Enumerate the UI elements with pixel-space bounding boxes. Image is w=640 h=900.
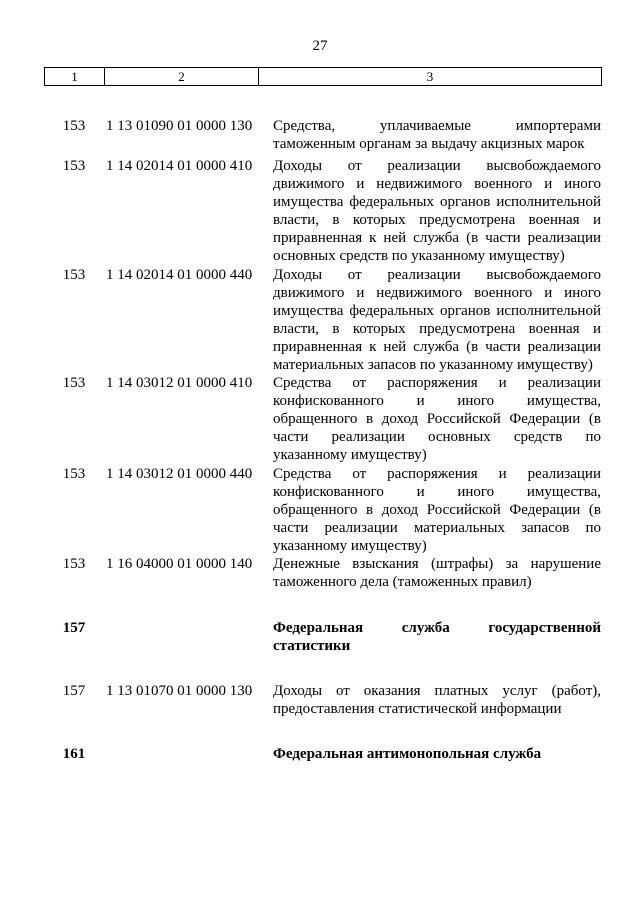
revenue-description xyxy=(273,555,601,591)
description-line: статистики xyxy=(273,638,351,654)
admin-code: 153 xyxy=(62,158,86,174)
admin-code: 153 xyxy=(62,466,86,482)
description-line: Доходы от оказания платных услуг (работ), xyxy=(273,683,601,699)
revenue-description xyxy=(273,619,601,655)
description-line: приравненная к ней служба (в части реализации xyxy=(273,339,601,355)
budget-classification-code: 1 14 02014 01 0000 440 xyxy=(106,267,253,283)
description-line: движимого и недвижимого военного и иного xyxy=(273,176,601,192)
description-line: предоставления статистической информации xyxy=(273,701,562,717)
revenue-description xyxy=(273,157,601,265)
revenue-description xyxy=(273,745,601,763)
admin-code: 153 xyxy=(62,118,86,134)
header-col-3: 3 xyxy=(426,68,434,84)
description-line: Доходы от реализации высвобождаемого xyxy=(273,158,601,174)
description-line: Средства от распоряжения и реализации xyxy=(273,466,601,482)
description-line: указанному имуществу) xyxy=(273,447,427,463)
admin-code: 153 xyxy=(62,375,86,391)
description-line: Средства, уплачиваемые импортерами xyxy=(273,118,601,134)
admin-code: 157 xyxy=(62,683,86,699)
revenue-description xyxy=(273,117,601,153)
description-line: конфискованного и иного имущества, xyxy=(273,484,601,500)
description-line: конфискованного и иного имущества, xyxy=(273,393,601,409)
budget-classification-code: 1 13 01070 01 0000 130 xyxy=(106,683,253,699)
admin-code: 153 xyxy=(62,556,86,572)
admin-code: 153 xyxy=(62,267,86,283)
description-line: основных средств по указанному имуществу) xyxy=(273,248,565,264)
description-line: имущества федеральных органов исполнительной xyxy=(273,303,601,319)
admin-code: 161 xyxy=(62,746,86,762)
budget-classification-code: 1 14 03012 01 0000 410 xyxy=(106,375,253,391)
budget-classification-code: 1 14 03012 01 0000 440 xyxy=(106,466,253,482)
admin-code: 157 xyxy=(62,620,86,636)
description-line: части реализации основных средств по xyxy=(273,429,601,445)
description-line: указанному имуществу) xyxy=(273,538,427,554)
description-line: материальных запасов по указанному имуществу) xyxy=(273,357,593,373)
budget-classification-code: 1 14 02014 01 0000 410 xyxy=(106,158,253,174)
page-number: 27 xyxy=(312,38,328,54)
description-line: приравненная к ней служба (в части реализации xyxy=(273,230,601,246)
revenue-description xyxy=(273,374,601,464)
description-line: Доходы от реализации высвобождаемого xyxy=(273,267,601,283)
description-line: обращенного в доход Российской Федерации (в xyxy=(273,502,601,518)
header-col-2: 2 xyxy=(105,68,259,85)
description-line: таможенного дела (таможенных правил) xyxy=(273,574,532,590)
revenue-description xyxy=(273,266,601,374)
description-line: части реализации материальных запасов по xyxy=(273,520,601,536)
revenue-description xyxy=(273,465,601,555)
description-line: Федеральная служба государственной xyxy=(273,620,601,636)
budget-classification-code: 1 13 01090 01 0000 130 xyxy=(106,118,253,134)
header-col-1: 1 xyxy=(45,68,105,85)
revenue-description xyxy=(273,682,601,718)
description-line: Средства от распоряжения и реализации xyxy=(273,375,601,391)
description-line: имущества федеральных органов исполнительной xyxy=(273,194,601,210)
budget-classification-code: 1 16 04000 01 0000 140 xyxy=(106,556,253,572)
table-header xyxy=(44,67,602,86)
description-line: Федеральная антимонопольная служба xyxy=(273,746,542,762)
description-line: обращенного в доход Российской Федерации (в xyxy=(273,411,601,427)
description-line: власти, в которых предусмотрена военная и xyxy=(273,321,601,337)
description-line: таможенным органам за выдачу акцизных марок xyxy=(273,136,585,152)
description-line: власти, в которых предусмотрена военная и xyxy=(273,212,601,228)
description-line: движимого и недвижимого военного и иного xyxy=(273,285,601,301)
description-line: Денежные взыскания (штрафы) за нарушение xyxy=(273,556,601,572)
